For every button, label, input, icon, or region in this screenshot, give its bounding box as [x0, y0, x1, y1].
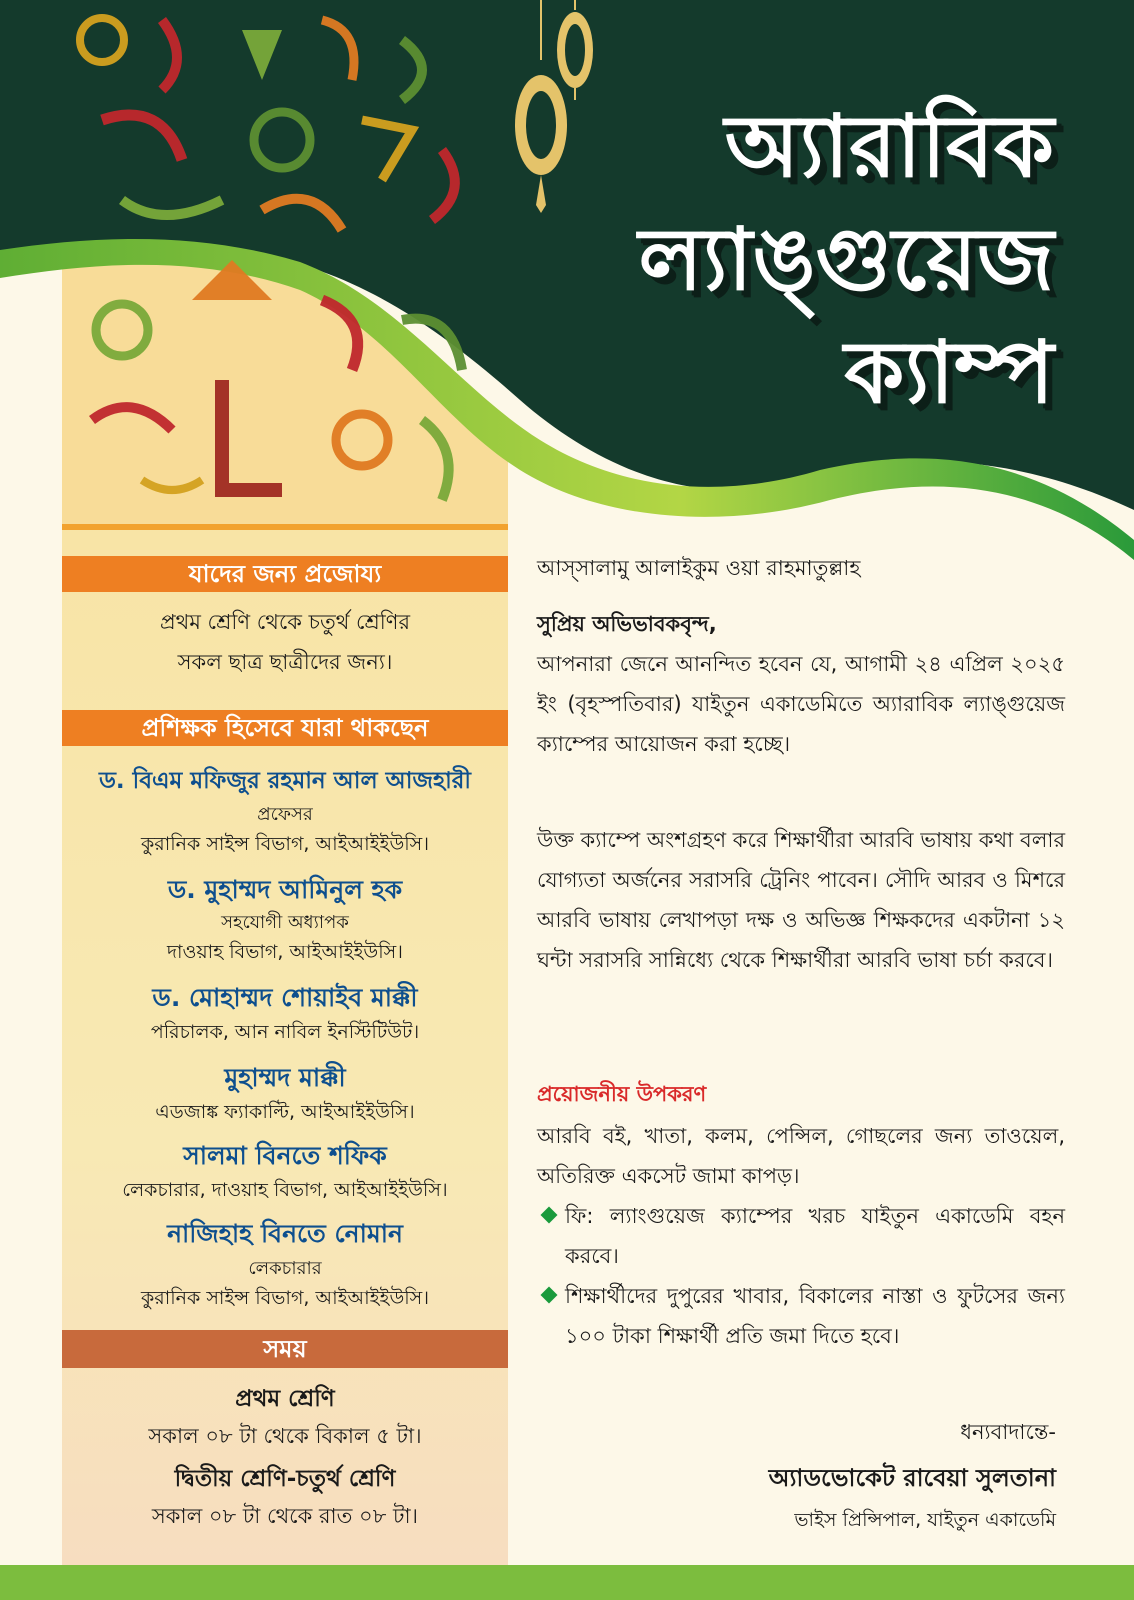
bullet-fee-text: ফি: ল্যাংগুয়েজ ক্যাম্পের খরচ যাইতুন একাডেমি বহন করবে। — [565, 1204, 1065, 1268]
trainer-detail: লেকচারার — [248, 1258, 322, 1279]
salutation: সুপ্রিয় অভিভাবকবৃন্দ, — [537, 612, 717, 636]
bullet-meal-text: শিক্ষার্থীদের দুপুরের খাবার, বিকালের নাস্তা ও ফুটসের জন্য ১০০ টাকা শিক্ষার্থী প্রতি জমা দিতে হবে। — [565, 1284, 1065, 1348]
greeting: আস্‌সালামু আলাইকুম ওয়া রাহমাতুল্লাহ — [537, 556, 861, 580]
time-class1-label: প্রথম শ্রেণি — [235, 1386, 335, 1412]
applicable-heading: যাদের জন্য প্রজোয্য — [62, 556, 508, 592]
paragraph-details: উক্ত ক্যাম্পে অংশগ্রহণ করে শিক্ষার্থীরা আরবি ভাষায় কথা বলার যোগ্যতা অর্জনের সরাসরি ট্রেনিং পাবেন। সৌদি আরব ও মিশরে আরবি ভাষায় লেখাপড়া দক্ষ ও অভিজ্ঞ শিক্ষকদের একটানা ১২ ঘন্টা সরাসরি সান্নিধ্যে থেকে শিক্ষার্থীরা আরবি ভাষা চর্চা করবে। — [537, 828, 1065, 972]
trainer-name: নাজিহাহ বিনতে নোমান — [167, 1219, 403, 1248]
time-class2-hours: সকাল ০৮ টা থেকে রাত ০৮ টা। — [151, 1504, 419, 1528]
trainer-name: মুহাম্মদ মাক্কী — [224, 1063, 346, 1092]
time-class2-label: দ্বিতীয় শ্রেণি-চতুর্থ শ্রেণি — [174, 1466, 396, 1492]
paragraph-announcement: আপনারা জেনে আনন্দিত হবেন যে, আগামী ২৪ এপ্রিল ২০২৫ ইং (বৃহস্পতিবার) যাইতুন একাডেমিতে অ্যারাবিক ল্যাঙ্গুয়েজ ক্যাম্পের আয়োজন করা হচ্ছে। — [537, 652, 1065, 756]
footer-bar — [0, 1565, 1134, 1600]
trainer-detail: দাওয়াহ বিভাগ, আইআইইউসি। — [167, 941, 403, 963]
trainer-name: ড. মুহাম্মদ আমিনুল হক — [167, 875, 403, 904]
thanks-text: ধন্যবাদান্তে- — [960, 1420, 1056, 1444]
arabic-letters-pattern — [62, 0, 508, 525]
trainer-name: সালমা বিনতে শফিক — [183, 1141, 387, 1170]
trainer-name: ড. বিএম মফিজুর রহমান আল আজহারী — [99, 768, 471, 794]
materials-heading: প্রয়োজনীয় উপকরণ — [537, 1082, 707, 1106]
lantern-ornament-icon — [505, 0, 605, 215]
materials-text: আরবি বই, খাতা, কলম, পেন্সিল, গোছলের জন্য তাওয়েল, অতিরিক্ত একসেট জামা কাপড়। — [537, 1124, 1065, 1188]
trainer-detail: প্রফেসর — [257, 804, 313, 825]
trainer-name: ড. মোহাম্মদ শোয়াইব মাক্কী — [152, 983, 418, 1012]
trainer-detail: পরিচালক, আন নাবিল ইনস্টিটিউট। — [150, 1021, 420, 1043]
time-class1-hours: সকাল ০৮ টা থেকে বিকাল ৫ টা। — [148, 1424, 422, 1448]
trainer-detail: লেকচারার, দাওয়াহ বিভাগ, আইআইইউসি। — [122, 1179, 448, 1201]
diamond-bullet-icon — [541, 1207, 558, 1224]
time-heading: সময় — [62, 1330, 508, 1368]
applicable-line-2: সকল ছাত্র ছাত্রীদের জন্য। — [177, 650, 393, 674]
trainer-detail: এডজাঙ্ক ফ্যাকাল্টি, আইআইইউসি। — [155, 1101, 415, 1123]
applicable-line-1: প্রথম শ্রেণি থেকে চতুর্থ শ্রেণির — [159, 610, 411, 634]
left-info-panel — [62, 530, 508, 1565]
title-line-1: অ্যারাবিক — [724, 96, 1054, 197]
trainers-heading: প্রশিক্ষক হিসেবে যারা থাকছেন — [62, 710, 508, 746]
signer-name: অ্যাডভোকেট রাবেয়া সুলতানা — [768, 1464, 1056, 1492]
title-line-3: ক্যাম্প — [844, 322, 1054, 423]
trainer-detail: কুরানিক সাইন্স বিভাগ, আইআইইউসি। — [140, 833, 430, 855]
trainer-detail: কুরানিক সাইন্স বিভাগ, আইআইইউসি। — [140, 1287, 430, 1309]
diamond-bullet-icon — [541, 1287, 558, 1304]
signer-title: ভাইস প্রিন্সিপাল, যাইতুন একাডেমি — [794, 1509, 1056, 1531]
trainer-detail: সহযোগী অধ্যাপক — [221, 912, 349, 933]
title-line-2: ল্যাঙ্গুয়েজ — [638, 209, 1054, 310]
